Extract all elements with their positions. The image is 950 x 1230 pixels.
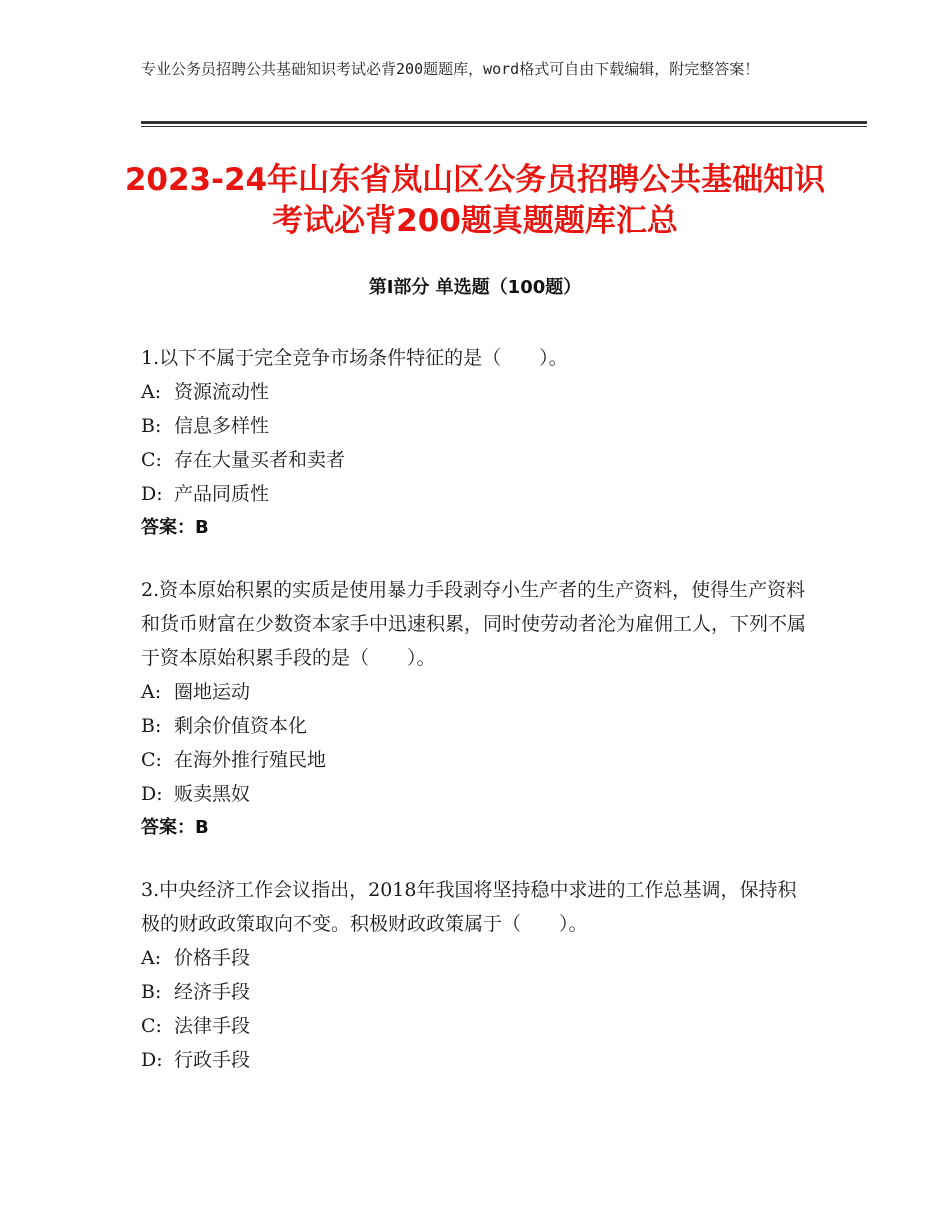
header-note: 专业公务员招聘公共基础知识考试必背200题题库，word格式可自由下载编辑，附完整答案！: [141, 60, 760, 78]
question-3: [141, 873, 811, 1077]
option-text: 产品同质性: [174, 483, 270, 505]
option-label: D:: [141, 1049, 163, 1071]
option-label: C:: [141, 749, 162, 771]
option-text: 存在大量买者和卖者: [174, 449, 346, 471]
section-heading: 第Ⅰ部分 单选题（100题）: [368, 277, 582, 298]
option-text: 行政手段: [174, 1049, 251, 1071]
option-row: [141, 941, 811, 975]
option-label: B:: [141, 715, 162, 737]
answer-line: 答案：B: [141, 517, 209, 538]
option-label: B:: [141, 981, 162, 1003]
option-text: 资源流动性: [174, 381, 270, 403]
option-row: [141, 409, 811, 443]
option-text: 圈地运动: [174, 681, 251, 703]
question-list: [141, 341, 811, 1105]
option-row: [141, 477, 811, 511]
option-label: C:: [141, 449, 162, 471]
question-stem: 1.以下不属于完全竞争市场条件特征的是（ ）。: [141, 347, 568, 369]
option-row: [141, 375, 811, 409]
option-row: [141, 1043, 811, 1077]
option-label: D:: [141, 783, 163, 805]
option-label: A:: [141, 681, 162, 703]
question-1: [141, 341, 811, 545]
question-2: [141, 573, 811, 845]
question-stem: 3.中央经济工作会议指出，2018年我国将坚持稳中求进的工作总基调，保持积极的财政政策取向不变。积极财政政策属于（ ）。: [141, 879, 797, 935]
answer-line: 答案：B: [141, 817, 209, 838]
option-text: 在海外推行殖民地: [174, 749, 327, 771]
option-text: 贩卖黑奴: [174, 783, 251, 805]
option-row: [141, 443, 811, 477]
document-title: 2023-24年山东省岚山区公务员招聘公共基础知识考试必背200题真题题库汇总: [124, 162, 826, 239]
option-text: 法律手段: [174, 1015, 251, 1037]
option-label: D:: [141, 483, 163, 505]
option-text: 剩余价值资本化: [174, 715, 308, 737]
option-label: A:: [141, 947, 162, 969]
option-label: A:: [141, 381, 162, 403]
option-row: [141, 975, 811, 1009]
option-text: 信息多样性: [174, 415, 270, 437]
option-row: [141, 1009, 811, 1043]
option-label: B:: [141, 415, 162, 437]
header-rule-thin: [141, 126, 867, 127]
option-row: [141, 777, 811, 811]
option-text: 价格手段: [174, 947, 251, 969]
header-rule-thick: [141, 121, 867, 124]
option-label: C:: [141, 1015, 162, 1037]
question-stem: 2.资本原始积累的实质是使用暴力手段剥夺小生产者的生产资料，使得生产资料和货币财富在少数资本家手中迅速积累，同时使劳动者沦为雇佣工人，下列不属于资本原始积累手段的是（ ）。: [141, 579, 807, 669]
option-row: [141, 675, 811, 709]
option-row: [141, 709, 811, 743]
option-text: 经济手段: [174, 981, 251, 1003]
option-row: [141, 743, 811, 777]
